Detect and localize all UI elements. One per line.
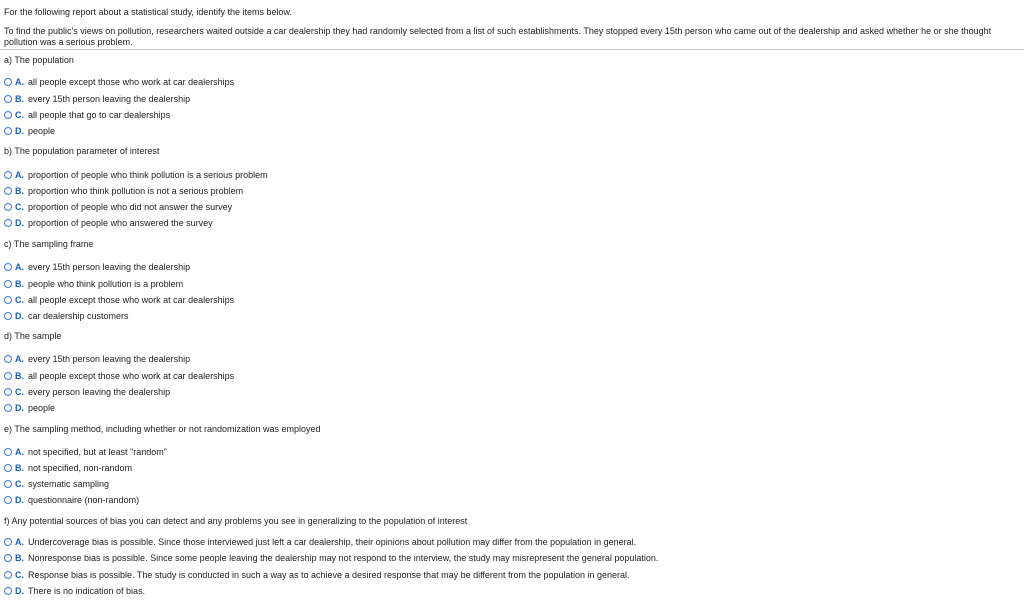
option-letter: B. [15, 553, 24, 563]
option-text: questionnaire (non-random) [28, 495, 140, 505]
option-d-A[interactable] [4, 353, 190, 365]
option-letter: C. [15, 387, 24, 397]
option-text: Nonresponse bias is possible. Since some people leaving the dealership may not respond to the interview, the study may misrepresent the general population. [28, 553, 659, 563]
option-c-C[interactable] [4, 294, 234, 306]
radio-button[interactable] [4, 95, 12, 103]
option-text: Undercoverage bias is possible. Since those interviewed just left a car dealership, their opinions about pollution may differ from the population in general. [28, 537, 637, 547]
instructions-text: For the following report about a statistical study, identify the items below. [4, 7, 292, 17]
radio-button[interactable] [4, 554, 12, 562]
option-text: every 15th person leaving the dealership [28, 94, 191, 104]
option-e-D[interactable] [4, 494, 139, 506]
radio-button[interactable] [4, 464, 12, 472]
study-description: To find the public's views on pollution, researchers waited outside a car dealership they had randomly selected from a list of such establishments. They stopped every 15th person who came out of the dealership and asked whether he or she thought pollution was a serious problem. [4, 26, 992, 47]
radio-button[interactable] [4, 538, 12, 546]
option-letter: B. [15, 186, 24, 196]
option-b-C[interactable] [4, 201, 232, 213]
option-text: proportion of people who did not answer the survey [28, 202, 233, 212]
option-f-B[interactable] [4, 552, 658, 564]
option-b-B[interactable] [4, 185, 243, 197]
option-text: Response bias is possible. The study is conducted in such a way as to achieve a desired response that may be different from the population in general. [28, 570, 630, 580]
radio-button[interactable] [4, 203, 12, 211]
option-d-C[interactable] [4, 386, 170, 398]
radio-button[interactable] [4, 404, 12, 412]
option-letter: D. [15, 218, 24, 228]
option-text: There is no indication of bias. [28, 586, 146, 596]
option-letter: B. [15, 371, 24, 381]
radio-button[interactable] [4, 171, 12, 179]
option-a-B[interactable] [4, 93, 190, 105]
option-f-D[interactable] [4, 585, 145, 597]
option-letter: B. [15, 94, 24, 104]
option-letter: A. [15, 447, 24, 457]
radio-button[interactable] [4, 219, 12, 227]
radio-button[interactable] [4, 571, 12, 579]
option-letter: B. [15, 463, 24, 473]
option-letter: D. [15, 403, 24, 413]
radio-button[interactable] [4, 480, 12, 488]
option-c-B[interactable] [4, 278, 183, 290]
option-b-D[interactable] [4, 217, 213, 229]
option-text: proportion of people who answered the survey [28, 218, 213, 228]
option-letter: D. [15, 311, 24, 321]
option-text: all people that go to car dealerships [28, 110, 171, 120]
question-c-prompt: c) The sampling frame [4, 239, 94, 249]
option-text: all people except those who work at car dealerships [28, 371, 235, 381]
radio-button[interactable] [4, 448, 12, 456]
option-letter: A. [15, 354, 24, 364]
radio-button[interactable] [4, 111, 12, 119]
option-letter: A. [15, 77, 24, 87]
option-letter: D. [15, 126, 24, 136]
option-letter: A. [15, 537, 24, 547]
option-letter: C. [15, 202, 24, 212]
option-letter: C. [15, 110, 24, 120]
radio-button[interactable] [4, 187, 12, 195]
radio-button[interactable] [4, 78, 12, 86]
option-e-B[interactable] [4, 462, 132, 474]
option-text: people [28, 403, 56, 413]
question-f-prompt: f) Any potential sources of bias you can detect and any problems you see in generalizing to the population of interest [4, 516, 468, 526]
option-d-D[interactable] [4, 402, 55, 414]
option-text: all people except those who work at car dealerships [28, 295, 235, 305]
option-f-C[interactable] [4, 569, 630, 581]
question-a-prompt: a) The population [4, 55, 74, 65]
option-text: every 15th person leaving the dealership [28, 354, 191, 364]
radio-button[interactable] [4, 372, 12, 380]
option-letter: D. [15, 495, 24, 505]
radio-button[interactable] [4, 263, 12, 271]
option-text: car dealership customers [28, 311, 129, 321]
divider [0, 49, 1024, 50]
option-d-B[interactable] [4, 370, 234, 382]
option-letter: A. [15, 170, 24, 180]
radio-button[interactable] [4, 496, 12, 504]
option-text: systematic sampling [28, 479, 110, 489]
option-f-A[interactable] [4, 536, 636, 548]
option-letter: C. [15, 570, 24, 580]
option-c-D[interactable] [4, 310, 129, 322]
option-text: not specified, but at least "random" [28, 447, 167, 457]
radio-button[interactable] [4, 296, 12, 304]
radio-button[interactable] [4, 280, 12, 288]
option-text: people who think pollution is a problem [28, 279, 184, 289]
option-e-A[interactable] [4, 446, 167, 458]
option-text: proportion of people who think pollution is a serious problem [28, 170, 268, 180]
option-letter: A. [15, 262, 24, 272]
option-a-D[interactable] [4, 125, 55, 137]
question-b-prompt: b) The population parameter of interest [4, 146, 160, 156]
option-b-A[interactable] [4, 169, 268, 181]
option-text: not specified, non-random [28, 463, 133, 473]
option-letter: D. [15, 586, 24, 596]
option-a-A[interactable] [4, 76, 234, 88]
option-e-C[interactable] [4, 478, 109, 490]
option-a-C[interactable] [4, 109, 170, 121]
question-d-prompt: d) The sample [4, 331, 62, 341]
option-text: proportion who think pollution is not a serious problem [28, 186, 244, 196]
option-letter: C. [15, 295, 24, 305]
question-e-prompt: e) The sampling method, including whether or not randomization was employed [4, 424, 321, 434]
option-text: every person leaving the dealership [28, 387, 171, 397]
radio-button[interactable] [4, 127, 12, 135]
option-text: all people except those who work at car dealerships [28, 77, 235, 87]
option-c-A[interactable] [4, 261, 190, 273]
radio-button[interactable] [4, 312, 12, 320]
option-letter: B. [15, 279, 24, 289]
option-letter: C. [15, 479, 24, 489]
radio-button[interactable] [4, 587, 12, 595]
option-text: people [28, 126, 56, 136]
option-text: every 15th person leaving the dealership [28, 262, 191, 272]
radio-button[interactable] [4, 355, 12, 363]
radio-button[interactable] [4, 388, 12, 396]
